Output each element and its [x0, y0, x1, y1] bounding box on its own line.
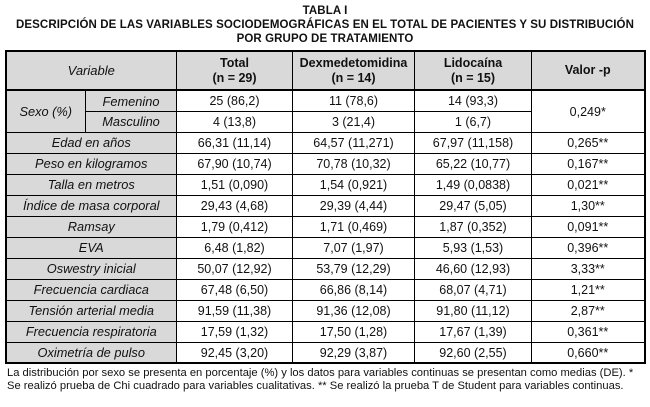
- lido-value-cell: 91,80 (11,12): [415, 300, 532, 321]
- dex-value-cell: 3 (21,4): [293, 111, 415, 132]
- dex-value-cell: 91,36 (12,08): [293, 300, 415, 321]
- pvalue-cell-sexo: 0,249*: [532, 90, 645, 132]
- variable-label-cell: Talla en metros: [6, 174, 177, 195]
- variable-label-cell: Frecuencia respiratoria: [6, 321, 177, 342]
- total-value-cell: 17,59 (1,32): [177, 321, 293, 342]
- lido-value-cell: 17,67 (1,39): [415, 321, 532, 342]
- variable-label-cell: Tensión arterial media: [6, 300, 177, 321]
- table-number: TABLA I: [302, 5, 348, 17]
- variable-label-cell: Frecuencia cardiaca: [6, 279, 177, 300]
- column-header-lidocaina: [415, 51, 532, 90]
- table-row: [6, 216, 645, 237]
- column-header-total: [177, 51, 293, 90]
- total-value-cell: 25 (86,2): [177, 90, 293, 111]
- table-row: [6, 174, 645, 195]
- total-value-cell: 66,31 (11,14): [177, 132, 293, 153]
- table-caption: [0, 0, 650, 46]
- variable-label-cell: Índice de masa corporal: [6, 195, 177, 216]
- lido-value-cell: 68,07 (4,71): [415, 279, 532, 300]
- total-value-cell: 92,45 (3,20): [177, 342, 293, 363]
- table-row: [6, 342, 645, 363]
- table-row: [6, 195, 645, 216]
- lido-value-cell: 1,87 (0,352): [415, 216, 532, 237]
- column-header-total-line2: (n = 29): [212, 70, 257, 85]
- dex-value-cell: 70,78 (10,32): [293, 153, 415, 174]
- table-row: [6, 237, 645, 258]
- pvalue-cell: 0,396**: [532, 237, 645, 258]
- variable-label-cell: Edad en años: [6, 132, 177, 153]
- pvalue-cell: 1,30**: [532, 195, 645, 216]
- variable-label-cell: EVA: [6, 237, 177, 258]
- total-value-cell: 1,51 (0,090): [177, 174, 293, 195]
- variable-label-cell: Oximetría de pulso: [6, 342, 177, 363]
- total-value-cell: 6,48 (1,82): [177, 237, 293, 258]
- lido-value-cell: 29,47 (5,05): [415, 195, 532, 216]
- dex-value-cell: 11 (78,6): [293, 90, 415, 111]
- table-title-line2: POR GRUPO DE TRATAMIENTO: [236, 32, 414, 45]
- dex-value-cell: 7,07 (1,97): [293, 237, 415, 258]
- dex-value-cell: 66,86 (8,14): [293, 279, 415, 300]
- pvalue-cell: 3,33**: [532, 258, 645, 279]
- lido-value-cell: 65,22 (10,77): [415, 153, 532, 174]
- pvalue-cell: 0,091**: [532, 216, 645, 237]
- column-header-lido-line1: Lidocaína: [443, 55, 503, 70]
- table-row: [6, 300, 645, 321]
- dex-value-cell: 92,29 (3,87): [293, 342, 415, 363]
- lido-value-cell: 46,60 (12,93): [415, 258, 532, 279]
- dex-value-cell: 64,57 (11,271): [293, 132, 415, 153]
- pvalue-cell: 0,361**: [532, 321, 645, 342]
- total-value-cell: 29,43 (4,68): [177, 195, 293, 216]
- variable-label-cell: Peso en kilogramos: [6, 153, 177, 174]
- lido-value-cell: 5,93 (1,53): [415, 237, 532, 258]
- column-header-dex-line1: Dexmedetomidina: [299, 55, 408, 70]
- column-header-dexmedetomidina: [293, 51, 415, 90]
- total-value-cell: 50,07 (12,92): [177, 258, 293, 279]
- dex-value-cell: 17,50 (1,28): [293, 321, 415, 342]
- variable-label-cell-sexo: Sexo (%): [6, 90, 86, 132]
- column-header-valor-p: Valor -p: [532, 51, 645, 90]
- table-footnote: La distribución por sexo se presenta en porcentaje (%) y los datos para variables continuas se presentan como medias (DE). * Se realizó prueba de Chi cuadrado para variables cualitativas. ** Se realizó la prueba T de Student para variables continuas.: [7, 367, 634, 392]
- pvalue-cell: 1,21**: [532, 279, 645, 300]
- table-row: [6, 321, 645, 342]
- total-value-cell: 67,48 (6,50): [177, 279, 293, 300]
- variable-label-cell: Oswestry inicial: [6, 258, 177, 279]
- variable-label-cell: Ramsay: [6, 216, 177, 237]
- lido-value-cell: 67,97 (11,158): [415, 132, 532, 153]
- pvalue-cell: 0,660**: [532, 342, 645, 363]
- lido-value-cell: 92,60 (2,55): [415, 342, 532, 363]
- dex-value-cell: 53,79 (12,29): [293, 258, 415, 279]
- column-header-total-line1: Total: [220, 55, 249, 70]
- column-header-dex-line2: (n = 14): [331, 70, 376, 85]
- column-header-lido-line2: (n = 15): [450, 70, 496, 85]
- lido-value-cell: 14 (93,3): [415, 90, 532, 111]
- pvalue-cell: 0,021**: [532, 174, 645, 195]
- table-row: [6, 279, 645, 300]
- lido-value-cell: 1 (6,7): [415, 111, 532, 132]
- pvalue-cell: 0,265**: [532, 132, 645, 153]
- dex-value-cell: 1,71 (0,469): [293, 216, 415, 237]
- header-row: [6, 51, 645, 90]
- table-row-sexo-femenino: [6, 90, 645, 111]
- pvalue-cell: 0,167**: [532, 153, 645, 174]
- lido-value-cell: 1,49 (0,0838): [415, 174, 532, 195]
- sociodemographic-table: [5, 50, 646, 364]
- total-value-cell: 91,59 (11,38): [177, 300, 293, 321]
- pvalue-cell: 2,87**: [532, 300, 645, 321]
- table-row: [6, 132, 645, 153]
- column-header-variable: Variable: [6, 51, 177, 90]
- total-value-cell: 67,90 (10,74): [177, 153, 293, 174]
- dex-value-cell: 1,54 (0,921): [293, 174, 415, 195]
- table-row: [6, 258, 645, 279]
- sexo-sub-label-cell: Femenino: [86, 90, 177, 111]
- sexo-sub-label-cell: Masculino: [86, 111, 177, 132]
- table-row: [6, 153, 645, 174]
- total-value-cell: 1,79 (0,412): [177, 216, 293, 237]
- total-value-cell: 4 (13,8): [177, 111, 293, 132]
- dex-value-cell: 29,39 (4,44): [293, 195, 415, 216]
- table-title-line1: DESCRIPCIÓN DE LAS VARIABLES SOCIODEMOGRÁFICAS EN EL TOTAL DE PACIENTES Y SU DISTRIBUCIÓN: [15, 18, 635, 31]
